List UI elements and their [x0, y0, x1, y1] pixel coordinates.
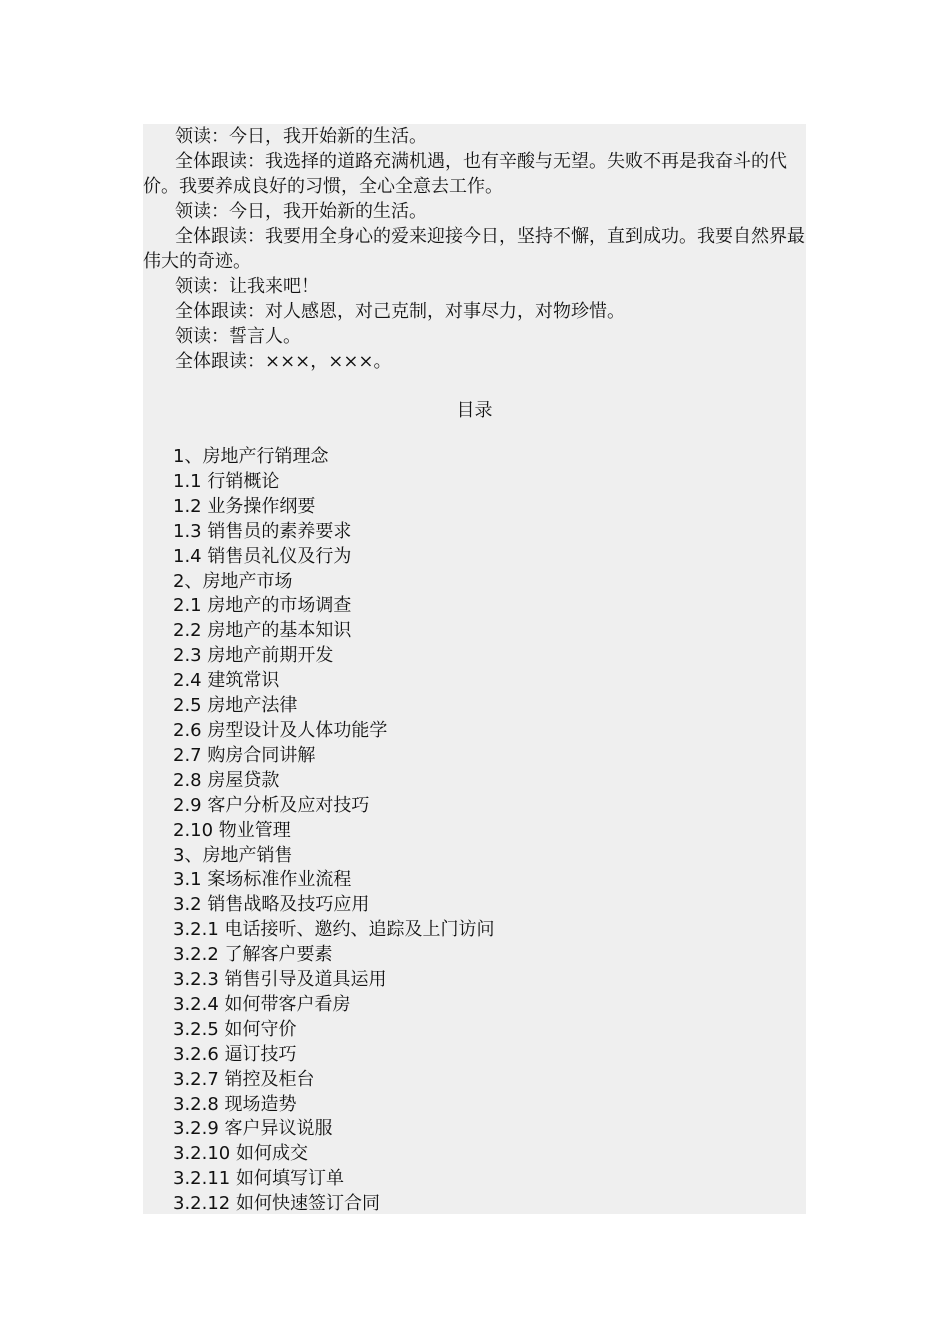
toc-item	[143, 1043, 806, 1068]
toc-item	[143, 545, 806, 570]
toc-item	[143, 769, 806, 794]
toc-item-label: 电话接听、邀约、追踪及上门访问	[218, 919, 495, 941]
toc-item-label: 房屋贷款	[201, 769, 280, 791]
toc-item-label: 如何带客户看房	[218, 993, 351, 1015]
pledge-line: 领读：誓言人。	[175, 326, 301, 347]
toc-item	[143, 1167, 806, 1192]
toc-item-number: 3	[173, 844, 185, 866]
toc-item	[143, 868, 806, 893]
pledge-section	[143, 124, 806, 374]
toc-item-label: 销售员礼仪及行为	[201, 545, 352, 567]
toc-item	[143, 1192, 806, 1217]
toc-item-label: 、房地产行销理念	[184, 446, 329, 467]
toc-item-label: 销控及柜台	[218, 1068, 315, 1090]
toc-item-label: 房地产的基本知识	[201, 620, 352, 642]
toc-item-label: 房地产的市场调查	[201, 595, 352, 617]
toc-item	[143, 943, 806, 968]
toc-item-number: 3.2.8	[173, 1093, 219, 1115]
toc-item	[143, 918, 806, 943]
toc-item-label: 房型设计及人体功能学	[201, 719, 388, 741]
toc-list	[143, 445, 806, 1217]
toc-item-label: 物业管理	[213, 819, 291, 841]
toc-item	[143, 744, 806, 769]
toc-item	[143, 844, 806, 869]
pledge-line: 全体跟读：我选择的道路充满机遇，也有辛酸与无望。失败不再是我奋斗的代价。我要养成良好的习惯，全心全意去工作。	[143, 151, 787, 197]
toc-item-label: 如何填写订单	[230, 1168, 344, 1190]
pledge-line: 全体跟读：×××，×××。	[175, 351, 392, 372]
toc-item-label: 房地产法律	[201, 695, 298, 717]
toc-item	[143, 968, 806, 993]
toc-item	[143, 1142, 806, 1167]
toc-item	[143, 445, 806, 470]
toc-item	[143, 644, 806, 669]
toc-item	[143, 794, 806, 819]
toc-item	[143, 719, 806, 744]
toc-item-label: 了解客户要素	[218, 944, 333, 966]
toc-item-label: 如何快速签订合同	[230, 1193, 380, 1215]
toc-item-number: 3.2.7	[173, 1068, 219, 1090]
toc-item-number: 2.6	[173, 719, 202, 741]
toc-item-number: 2.3	[173, 645, 202, 667]
toc-item	[143, 1093, 806, 1118]
toc-item-number: 1.4	[173, 545, 202, 567]
toc-item-number: 3.2.4	[173, 993, 219, 1015]
toc-item-number: 3.2.5	[173, 1018, 219, 1040]
toc-item-label: 建筑常识	[201, 670, 280, 692]
toc-item-label: 业务操作纲要	[201, 495, 316, 517]
toc-item-label: 如何成交	[230, 1143, 308, 1165]
toc-item	[143, 819, 806, 844]
toc-item-label: 逼订技巧	[218, 1043, 297, 1065]
toc-item	[143, 669, 806, 694]
toc-item	[143, 694, 806, 719]
toc-item-number: 2.5	[173, 695, 202, 717]
toc-item-label: 销售员的素养要求	[201, 520, 352, 542]
toc-item-number: 3.2.10	[173, 1143, 231, 1165]
pledge-line: 领读：今日，我开始新的生活。	[175, 201, 427, 222]
toc-item-number: 2.9	[173, 794, 202, 816]
toc-item	[143, 619, 806, 644]
toc-item-number: 2.2	[173, 620, 202, 642]
toc-item-number: 3.2.11	[173, 1168, 231, 1190]
toc-item	[143, 1117, 806, 1142]
toc-item	[143, 594, 806, 619]
pledge-line: 领读：今日，我开始新的生活。	[175, 126, 427, 147]
toc-item-number: 3.2	[173, 894, 202, 916]
toc-item-label: 案场标准作业流程	[201, 869, 352, 891]
toc-item-number: 1.3	[173, 520, 202, 542]
pledge-line: 全体跟读：我要用全身心的爱来迎接今日，坚持不懈，直到成功。我要自然界最伟大的奇迹。	[143, 226, 805, 272]
toc-item-number: 2.7	[173, 744, 202, 766]
toc-item-number: 2.1	[173, 595, 202, 617]
document-page	[143, 124, 806, 1214]
toc-item-label: 行销概论	[201, 470, 280, 492]
toc-item-number: 1.2	[173, 495, 202, 517]
toc-item-number: 2.4	[173, 670, 202, 692]
toc-title: 目录	[456, 400, 493, 421]
toc-item-number: 3.1	[173, 869, 202, 891]
toc-item-label: 房地产前期开发	[201, 645, 334, 667]
toc-item-number: 3.2.9	[173, 1118, 219, 1140]
toc-item-label: 客户分析及应对技巧	[201, 794, 370, 816]
toc-item	[143, 470, 806, 495]
toc-item-number: 3.2.1	[173, 919, 219, 941]
toc-item	[143, 1068, 806, 1093]
toc-item-number: 1	[173, 446, 185, 467]
toc-item-number: 1.1	[173, 470, 202, 492]
toc-item	[143, 893, 806, 918]
toc-item-label: 购房合同讲解	[201, 744, 316, 766]
toc-item-label: 现场造势	[218, 1093, 297, 1115]
toc-item-number: 3.2.2	[173, 944, 219, 966]
toc-item-label: 销售引导及道具运用	[218, 969, 387, 991]
toc-item	[143, 520, 806, 545]
toc-item	[143, 993, 806, 1018]
toc-item-number: 2	[173, 570, 185, 592]
toc-item-label: 客户异议说服	[218, 1118, 333, 1140]
toc-item	[143, 570, 806, 595]
toc-item-label: 、房地产市场	[184, 570, 293, 592]
toc-item-number: 2.8	[173, 769, 202, 791]
toc-item-number: 2.10	[173, 819, 214, 841]
toc-item-number: 3.2.12	[173, 1193, 231, 1215]
toc-item-label: 、房地产销售	[184, 844, 293, 866]
pledge-line: 领读：让我来吧！	[175, 276, 319, 297]
toc-item	[143, 495, 806, 520]
toc-item-label: 销售战略及技巧应用	[201, 894, 370, 916]
toc-item	[143, 1018, 806, 1043]
toc-item-number: 3.2.6	[173, 1043, 219, 1065]
toc-item-label: 如何守价	[218, 1018, 297, 1040]
pledge-line: 全体跟读：对人感恩，对己克制，对事尽力，对物珍惜。	[175, 301, 625, 322]
toc-item-number: 3.2.3	[173, 969, 219, 991]
